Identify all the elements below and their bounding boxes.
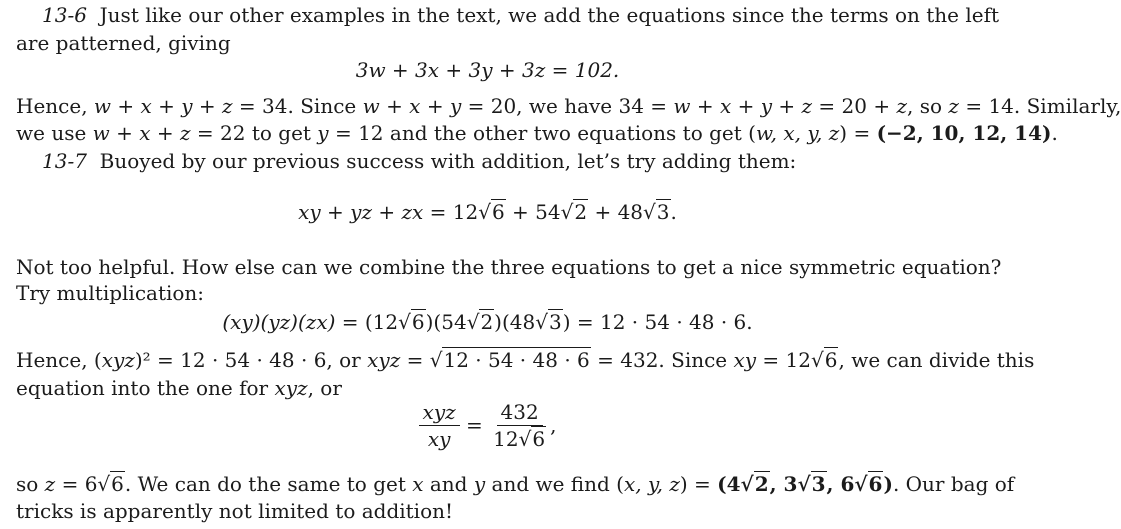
radicand: 3 bbox=[548, 310, 562, 334]
sqrt: √6 bbox=[478, 200, 505, 224]
sqrt: √2 bbox=[560, 200, 588, 224]
math: xy bbox=[733, 348, 757, 372]
sqrt: √3 bbox=[643, 200, 670, 224]
text: = 12 and the other two equations to get ( bbox=[328, 121, 756, 145]
text: , 6 bbox=[826, 472, 855, 496]
text: = 22 to get bbox=[190, 121, 318, 145]
text: . bbox=[670, 200, 677, 224]
radicand: 2 bbox=[574, 200, 588, 224]
radicand: 6 bbox=[491, 200, 505, 224]
text: and we find ( bbox=[485, 472, 624, 496]
sqrt: √6 bbox=[398, 310, 425, 334]
text: , 3 bbox=[769, 472, 798, 496]
answer-13-6: (−2, 10, 12, 14) bbox=[876, 121, 1052, 145]
equation-add bbox=[0, 200, 975, 224]
text: equation into the one for bbox=[16, 376, 275, 400]
math: w + x + z bbox=[92, 121, 191, 145]
radicand: 3 bbox=[811, 472, 826, 496]
p2-line-1-text: Buoyed by our previous success with addition, let’s try adding them: bbox=[99, 149, 797, 173]
problem-label-13-6: 13-6 bbox=[42, 3, 87, 27]
math: z bbox=[44, 472, 56, 496]
numerator: 432 bbox=[497, 400, 543, 426]
text: = 12 bbox=[423, 200, 479, 224]
text: . Our bag of bbox=[892, 472, 1015, 496]
p2-line-2: Not too helpful. How else can we combine the three equations to get a nice symmetric equation? bbox=[16, 255, 1002, 279]
p1-line-1-text: Just like our other examples in the text, we add the equations since the terms on the left bbox=[99, 3, 1000, 27]
math: y bbox=[317, 121, 329, 145]
text: = (12 bbox=[335, 310, 399, 334]
text: )(48 bbox=[494, 310, 536, 334]
text: and bbox=[423, 472, 474, 496]
sqrt: √2 bbox=[740, 472, 769, 496]
text: Hence, ( bbox=[16, 348, 102, 372]
p1-line-3 bbox=[16, 94, 1121, 118]
text: we use bbox=[16, 121, 93, 145]
radicand: 2 bbox=[754, 472, 769, 496]
answer-13-7 bbox=[717, 471, 893, 496]
radicand: 6 bbox=[532, 427, 546, 451]
radicand: 2 bbox=[480, 310, 494, 334]
p1-line-2: are patterned, giving bbox=[16, 31, 231, 55]
math: w + x + y + z bbox=[673, 94, 813, 118]
p2-line-3: Try multiplication: bbox=[16, 281, 205, 305]
denominator bbox=[489, 426, 550, 453]
text: so bbox=[16, 472, 45, 496]
radicand: 6 bbox=[824, 348, 838, 372]
text: = 6 bbox=[55, 472, 98, 496]
sqrt: √6 bbox=[854, 472, 883, 496]
text: + 48 bbox=[588, 200, 644, 224]
sqrt: √3 bbox=[535, 310, 562, 334]
radicand: 3 bbox=[656, 200, 670, 224]
text: = 20 + bbox=[812, 94, 897, 118]
text: ) bbox=[883, 472, 893, 496]
math: z bbox=[896, 94, 908, 118]
p2-line-7: tricks is apparently not limited to addition! bbox=[16, 499, 454, 523]
text: = 20, we have 34 = bbox=[461, 94, 674, 118]
math: w + x + y + z bbox=[93, 94, 233, 118]
math: (xy)(yz)(zx) bbox=[222, 310, 336, 334]
sqrt: √6 bbox=[811, 348, 838, 372]
text: = bbox=[400, 348, 430, 372]
math: x bbox=[412, 472, 424, 496]
numerator: xyz bbox=[419, 400, 460, 426]
text: = 14. Similarly, bbox=[958, 94, 1121, 118]
text: ) = bbox=[839, 121, 877, 145]
p2-line-4 bbox=[16, 348, 1034, 372]
radicand: 6 bbox=[868, 472, 883, 496]
fraction-432 bbox=[489, 400, 550, 453]
denominator: xy bbox=[427, 427, 451, 451]
sqrt: √6 bbox=[97, 472, 124, 496]
math: w, x, y, z bbox=[755, 121, 840, 145]
equation-fraction bbox=[0, 400, 975, 453]
text: = 34. Since bbox=[232, 94, 363, 118]
equals-sign: = bbox=[466, 413, 483, 437]
p2-line-6 bbox=[16, 472, 1014, 496]
p1-line-1 bbox=[42, 3, 999, 27]
p1-line-4 bbox=[16, 121, 1058, 145]
text: . bbox=[1051, 121, 1058, 145]
p2-line-1 bbox=[42, 149, 796, 173]
math: xyz bbox=[367, 348, 401, 372]
text: , bbox=[550, 413, 557, 437]
text: )² = 12 · 54 · 48 · 6, or bbox=[134, 348, 368, 372]
sqrt: √2 bbox=[466, 310, 494, 334]
text: )(54 bbox=[425, 310, 467, 334]
radicand: 12 · 54 · 48 · 6 bbox=[443, 348, 590, 372]
radicand: 6 bbox=[111, 472, 124, 496]
text: 12 bbox=[493, 427, 519, 451]
math: xyz bbox=[101, 348, 135, 372]
math: xy + yz + zx bbox=[298, 200, 424, 224]
text: = 432. Since bbox=[590, 348, 734, 372]
problem-label-13-7: 13-7 bbox=[42, 149, 87, 173]
sqrt: √12 · 54 · 48 · 6 bbox=[429, 348, 590, 372]
math: y bbox=[473, 472, 486, 496]
equation-multiply bbox=[0, 310, 975, 334]
p2-line-5 bbox=[16, 376, 342, 400]
fraction-xyz-over-xy bbox=[419, 400, 460, 453]
sqrt: √6 bbox=[518, 427, 546, 451]
text: + 54 bbox=[505, 200, 561, 224]
text: Hence, bbox=[16, 94, 94, 118]
math: xyz bbox=[274, 376, 308, 400]
math: x, y, z bbox=[623, 472, 680, 496]
text: ) = bbox=[679, 472, 718, 496]
equation-sum: 3w + 3x + 3y + 3z = 102. bbox=[355, 58, 620, 82]
text: ) = 12 · 54 · 48 · 6. bbox=[562, 310, 753, 334]
text: , so bbox=[907, 94, 949, 118]
text: (4 bbox=[717, 472, 741, 496]
sqrt: √3 bbox=[797, 472, 826, 496]
text: = 12 bbox=[756, 348, 811, 372]
text: , we can divide this bbox=[838, 348, 1035, 372]
math: z bbox=[948, 94, 959, 118]
text: . We can do the same to get bbox=[124, 472, 413, 496]
text: , or bbox=[307, 376, 342, 400]
radicand: 6 bbox=[411, 310, 425, 334]
math: w + x + y bbox=[362, 94, 462, 118]
